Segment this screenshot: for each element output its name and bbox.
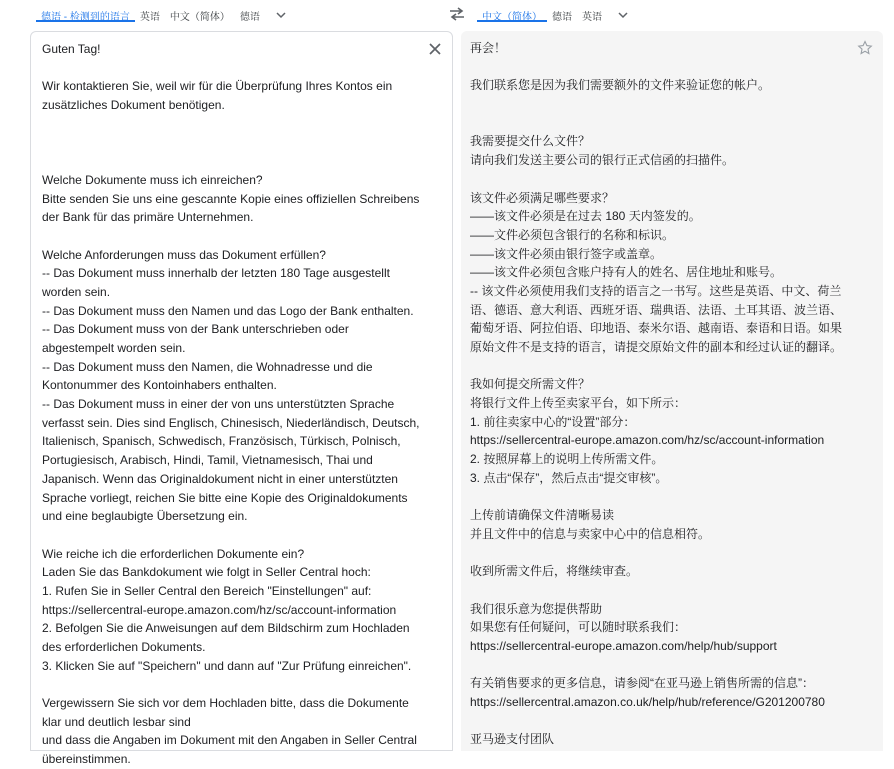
text-line: 2. 按照屏幕上的说明上传所需文件。 xyxy=(470,452,664,467)
text-line xyxy=(42,675,420,694)
text-line: Italienisch, Spanisch, Schwedisch, Französisch, Türkisch, Polnisch, xyxy=(42,434,401,449)
close-icon[interactable] xyxy=(428,42,442,56)
text-line: Wir kontaktieren Sie, weil wir für die Überprüfung Ihres Kontos ein xyxy=(42,79,393,94)
text-line: -- 该文件必须使用我们支持的语言之一书写。这些是英语、中文、荷兰 xyxy=(470,283,842,298)
target-language-tab[interactable]: 德语 xyxy=(552,12,572,23)
text-line: -- Das Dokument muss den Namen und das Logo der Bank enthalten. xyxy=(42,303,414,318)
text-line: der Bank für das primäre Unternehmen. xyxy=(42,210,254,225)
text-line: 我需要提交什么文件？ xyxy=(470,134,591,149)
text-line: 语、德语、意大利语、西班牙语、瑞典语、法语、土耳其语、波兰语、 xyxy=(470,302,843,317)
text-line: worden sein. xyxy=(42,284,111,299)
chevron-down-icon[interactable] xyxy=(607,0,639,25)
text-line: Welche Dokumente muss ich einreichen? xyxy=(42,172,263,187)
text-line: zusätzliches Dokument benötigen. xyxy=(42,98,225,113)
text-line: 2. Befolgen Sie die Anweisungen auf dem Bildschirm zum Hochladen xyxy=(42,621,410,636)
text-line: 3. Klicken Sie auf "Speichern" und dann auf "Zur Prüfung einreichen". xyxy=(42,658,412,673)
text-line: https://sellercentral.amazon.co.uk/help/hub/reference/G201200780 xyxy=(470,695,825,710)
source-language-tab[interactable]: 德语 - 检测到的语言 xyxy=(36,0,135,22)
swap-languages-icon[interactable] xyxy=(446,5,468,23)
text-line: https://sellercentral-europe.amazon.com/help/hub/support xyxy=(470,639,777,653)
text-line: und dass die Angaben im Dokument mit den Angaben in Seller Central xyxy=(42,733,417,748)
text-line xyxy=(42,152,420,171)
text-line: Bitte senden Sie uns eine gescannte Kopie eines offiziellen Schreibens xyxy=(42,191,420,206)
text-line: -- Das Dokument muss von der Bank unterschrieben oder xyxy=(42,322,349,337)
text-line: 葡萄牙语、阿拉伯语、印地语、泰米尔语、越南语、泰语和日语。如果 xyxy=(470,321,843,336)
source-language-tab[interactable]: 德语 xyxy=(239,12,260,23)
text-line: Vergewissern Sie sich vor dem Hochladen bitte, dass die Dokumente xyxy=(42,696,409,711)
source-language-tabs xyxy=(36,0,297,30)
text-line: 我如何提交所需文件？ xyxy=(470,377,591,392)
text-line: 将银行文件上传至卖家平台，如下所示： xyxy=(470,396,687,411)
text-line: ——该文件必须是在过去 180 天内签发的。 xyxy=(470,209,701,224)
language-bar xyxy=(0,0,894,30)
text-line xyxy=(470,58,842,77)
text-line: des erforderlichen Dokuments. xyxy=(42,640,206,654)
translated-text xyxy=(470,39,842,749)
text-line: 收到所需文件后，将继续审查。 xyxy=(470,564,639,579)
text-line: Sprache vorliegt, reichen Sie bitte eine Kopie des Originaldokuments xyxy=(42,490,408,505)
text-line: https://sellercentral-europe.amazon.com/hz/sc/account-information xyxy=(470,433,825,448)
text-line xyxy=(42,59,420,78)
text-line xyxy=(470,357,842,376)
text-line: Laden Sie das Bankdokument wie folgt in Seller Central hoch: xyxy=(42,565,371,580)
text-line xyxy=(470,95,842,114)
chevron-down-icon[interactable] xyxy=(265,0,297,25)
text-line: ——文件必须包含银行的名称和标识。 xyxy=(470,227,675,242)
text-line xyxy=(42,526,420,545)
text-line: und eine beglaubigte Übersetzung ein. xyxy=(42,509,248,524)
text-line xyxy=(42,227,420,246)
source-text[interactable] xyxy=(42,40,420,769)
text-line: Kontonummer des Kontoinhabers enthalten. xyxy=(42,378,277,393)
text-line: 上传前请确保文件清晰易读 xyxy=(470,508,615,523)
translation-panel xyxy=(461,31,883,751)
text-line: -- Das Dokument muss den Namen, die Wohnadresse und die xyxy=(42,359,373,374)
text-line: ——该文件必须包含账户持有人的姓名、居住地址和账号。 xyxy=(470,265,783,280)
text-line: -- Das Dokument muss innerhalb der letzten 180 Tage ausgestellt xyxy=(42,266,390,281)
source-language-tab[interactable]: 中文（简体） xyxy=(169,12,230,23)
text-line: 有关销售要求的更多信息，请参阅“在亚马逊上销售所需的信息”： xyxy=(470,676,814,691)
text-line: 1. 前往卖家中心的“设置”部分： xyxy=(470,414,636,429)
text-line: 亚马逊支付团队 xyxy=(470,732,555,747)
text-line xyxy=(470,488,842,507)
target-language-tab[interactable]: 英语 xyxy=(582,12,602,23)
text-line: 该文件必须满足哪些要求？ xyxy=(470,190,615,205)
text-line: 3. 点击“保存”，然后点击“提交审核”。 xyxy=(470,470,668,485)
text-line: 原始文件不是支持的语言，请提交原始文件的副本和经过认证的翻译。 xyxy=(470,340,843,354)
text-line: ——该文件必须由银行签字或盖章。 xyxy=(470,246,663,261)
text-line: 请向我们发送主要公司的银行正式信函的扫描件。 xyxy=(470,153,735,168)
text-line: Portugiesisch, Arabisch, Hindi, Tamil, Vietnamesisch, Thai und xyxy=(42,453,373,468)
text-line xyxy=(42,133,420,152)
text-line: -- Das Dokument muss in einer der von uns unterstützten Sprache xyxy=(42,397,395,412)
text-line: Japanisch. Wenn das Originaldokument nicht in einer unterstützten xyxy=(42,471,398,486)
text-line: Wie reiche ich die erforderlichen Dokumente ein? xyxy=(42,546,305,561)
target-language-tab[interactable]: 中文（简体） xyxy=(477,0,547,22)
star-icon[interactable] xyxy=(857,40,873,56)
text-line: Guten Tag! xyxy=(42,42,101,56)
text-line: 再会！ xyxy=(470,41,507,55)
text-line: 1. Rufen Sie in Seller Central den Bereich "Einstellungen" auf: xyxy=(42,583,372,598)
text-line xyxy=(470,170,842,189)
text-line: 并且文件中的信息与卖家中心中的信息相符。 xyxy=(470,526,711,541)
text-line: verfasst sein. Dies sind Englisch, Chinesisch, Niederländisch, Deutsch, xyxy=(42,415,420,430)
text-line: 我们很乐意为您提供帮助 xyxy=(470,601,603,616)
text-line: 我们联系您是因为我们需要额外的文件来验证您的帐户。 xyxy=(470,78,771,93)
text-line xyxy=(470,581,842,600)
text-line: Welche Anforderungen muss das Dokument erfüllen? xyxy=(42,247,326,262)
text-line xyxy=(470,114,842,133)
text-line: klar und deutlich lesbar sind xyxy=(42,714,191,729)
source-text-panel[interactable] xyxy=(30,31,453,767)
text-line: übereinstimmen. xyxy=(42,752,131,767)
text-line xyxy=(470,656,842,675)
text-line xyxy=(42,115,420,134)
text-line xyxy=(470,544,842,563)
text-line xyxy=(470,712,842,731)
source-language-tab[interactable]: 英语 xyxy=(139,12,160,23)
target-language-tabs xyxy=(477,0,639,30)
text-line: abgestempelt worden sein. xyxy=(42,341,186,355)
text-line: https://sellercentral-europe.amazon.com/hz/sc/account-information xyxy=(42,602,397,617)
text-line: 如果您有任何疑问，可以随时联系我们： xyxy=(470,620,687,635)
